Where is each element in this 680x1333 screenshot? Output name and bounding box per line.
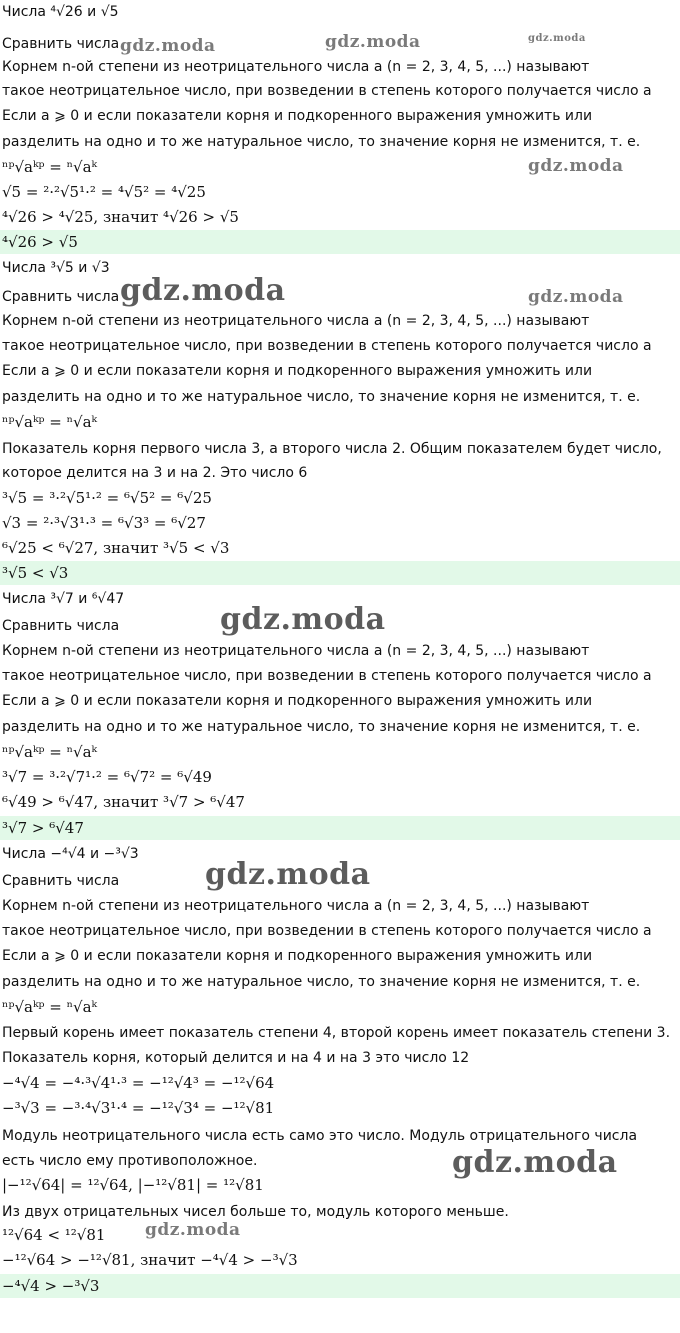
watermark: gdz.moda <box>528 287 624 307</box>
task4-step3: ¹²√64 < ¹²√81 <box>2 1226 106 1244</box>
task2-title: Числа ³√5 и √3 <box>2 260 110 276</box>
task4-compare-label: Сравнить числа <box>2 873 120 889</box>
task3-compare-label: Сравнить числа <box>2 618 120 634</box>
task3-answer: ³√7 > ⁶√47 <box>0 816 680 840</box>
task4-step1: −⁴√4 = −⁴·³√4¹·³ = −¹²√4³ = −¹²√64 <box>2 1074 275 1092</box>
watermark: gdz.moda <box>145 1220 241 1240</box>
task2-rule-def2: такое неотрицательное число, при возведении в степень которого получается число a <box>2 338 652 354</box>
task3-rule-def2: такое неотрицательное число, при возведении в степень которого получается число a <box>2 668 652 684</box>
task2-answer: ³√5 < √3 <box>0 561 680 585</box>
task2-rule-prop1: Если a ⩾ 0 и если показатели корня и подкоренного выражения умножить или <box>2 363 593 379</box>
task3-title: Числа ³√7 и ⁶√47 <box>2 591 125 607</box>
task4-rule-formula: ⁿᵖ√aᵏᵖ = ⁿ√aᵏ <box>2 998 98 1016</box>
task3-rule-prop1: Если a ⩾ 0 и если показатели корня и подкоренного выражения умножить или <box>2 693 593 709</box>
task1-compare-label: Сравнить числа <box>2 36 120 52</box>
task4-rule-def1: Корнем n-ой степени из неотрицательного числа a (n = 2, 3, 4, 5, ...) называют <box>2 898 590 914</box>
watermark: gdz.moda <box>325 32 421 52</box>
task1-answer: ⁴√26 > √5 <box>0 230 680 254</box>
watermark: gdz.moda <box>220 602 386 637</box>
task3-step2: ⁶√49 > ⁶√47, значит ³√7 > ⁶√47 <box>2 793 245 811</box>
task2-note1: Показатель корня первого числа 3, а второго числа 2. Общим показателем будет число, <box>2 441 662 457</box>
task3-rule-prop2: разделить на одно и то же натуральное число, то значение корня не изменится, т. е. <box>2 719 641 735</box>
task4-step4: −¹²√64 > −¹²√81, значит −⁴√4 > −³√3 <box>2 1251 298 1269</box>
task4-title: Числа −⁴√4 и −³√3 <box>2 846 139 862</box>
task1-rule-def1: Корнем n-ой степени из неотрицательного числа a (n = 2, 3, 4, 5, ...) называют <box>2 59 590 75</box>
task1-step1: √5 = ²·²√5¹·² = ⁴√5² = ⁴√25 <box>2 183 206 201</box>
task4-answer: −⁴√4 > −³√3 <box>0 1274 680 1298</box>
task4-rule-prop2: разделить на одно и то же натуральное число, то значение корня не изменится, т. е. <box>2 974 641 990</box>
watermark: gdz.moda <box>205 857 371 892</box>
task4-rule-prop1: Если a ⩾ 0 и если показатели корня и подкоренного выражения умножить или <box>2 948 593 964</box>
task1-rule-prop2: разделить на одно и то же натуральное число, то значение корня не изменится, т. е. <box>2 134 641 150</box>
task2-step3: ⁶√25 < ⁶√27, значит ³√5 < √3 <box>2 539 230 557</box>
task1-rule-prop1: Если a ⩾ 0 и если показатели корня и подкоренного выражения умножить или <box>2 108 593 124</box>
task4-note4: есть число ему противоположное. <box>2 1153 258 1169</box>
task1-step2: ⁴√26 > ⁴√25, значит ⁴√26 > √5 <box>2 208 239 226</box>
task2-rule-prop2: разделить на одно и то же натуральное число, то значение корня не изменится, т. е. <box>2 389 641 405</box>
task1-title: Числа ⁴√26 и √5 <box>2 4 119 20</box>
task3-rule-def1: Корнем n-ой степени из неотрицательного числа a (n = 2, 3, 4, 5, ...) называют <box>2 643 590 659</box>
watermark: gdz.moda <box>528 156 624 176</box>
task4-note5: Из двух отрицательных чисел больше то, модуль которого меньше. <box>2 1204 509 1220</box>
task4-abs: |−¹²√64| = ¹²√64, |−¹²√81| = ¹²√81 <box>2 1176 264 1194</box>
watermark: gdz.moda <box>452 1145 618 1180</box>
task1-rule-formula: ⁿᵖ√aᵏᵖ = ⁿ√aᵏ <box>2 158 98 176</box>
watermark: gdz.moda <box>120 36 216 56</box>
task4-note2: Показатель корня, который делится и на 4 и на 3 это число 12 <box>2 1050 470 1066</box>
task2-step1: ³√5 = ³·²√5¹·² = ⁶√5² = ⁶√25 <box>2 489 212 507</box>
task3-step1: ³√7 = ³·²√7¹·² = ⁶√7² = ⁶√49 <box>2 768 212 786</box>
task3-rule-formula: ⁿᵖ√aᵏᵖ = ⁿ√aᵏ <box>2 743 98 761</box>
task2-step2: √3 = ²·³√3¹·³ = ⁶√3³ = ⁶√27 <box>2 514 206 532</box>
task4-rule-def2: такое неотрицательное число, при возведении в степень которого получается число a <box>2 923 652 939</box>
task4-note3: Модуль неотрицательного числа есть само это число. Модуль отрицательного числа <box>2 1128 638 1144</box>
watermark: gdz.moda <box>120 273 286 308</box>
task4-note1: Первый корень имеет показатель степени 4, второй корень имеет показатель степени 3. <box>2 1025 671 1041</box>
task1-rule-def2: такое неотрицательное число, при возведении в степень которого получается число a <box>2 83 652 99</box>
task4-step2: −³√3 = −³·⁴√3¹·⁴ = −¹²√3⁴ = −¹²√81 <box>2 1099 275 1117</box>
task2-note2: которое делится на 3 и на 2. Это число 6 <box>2 465 308 481</box>
task2-rule-formula: ⁿᵖ√aᵏᵖ = ⁿ√aᵏ <box>2 413 98 431</box>
task2-rule-def1: Корнем n-ой степени из неотрицательного числа a (n = 2, 3, 4, 5, ...) называют <box>2 313 590 329</box>
watermark: gdz.moda <box>528 33 586 44</box>
task2-compare-label: Сравнить числа <box>2 289 120 305</box>
